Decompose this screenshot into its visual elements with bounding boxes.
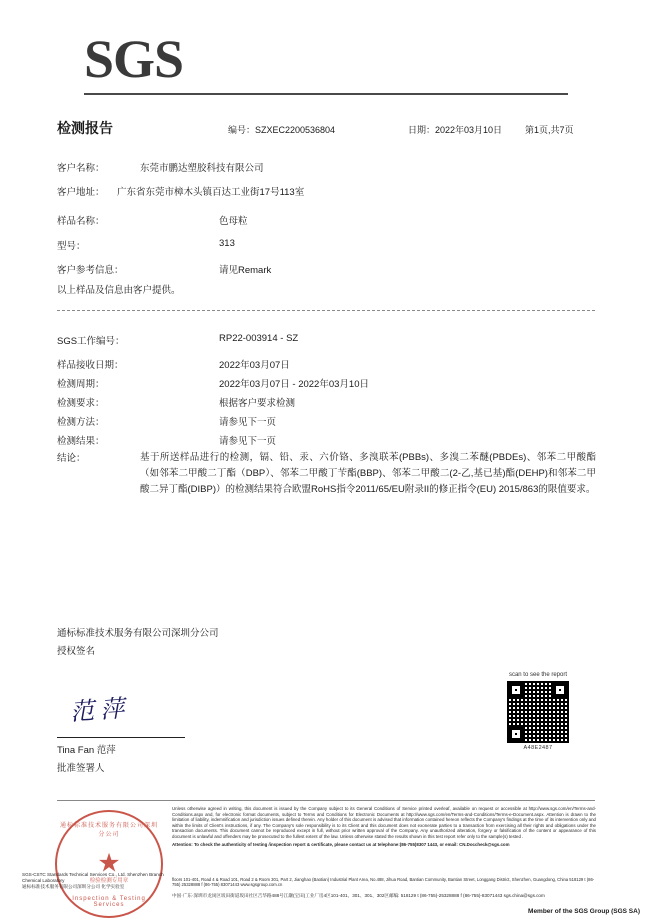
page-title: 检测报告 bbox=[57, 120, 113, 136]
signature-line bbox=[57, 737, 185, 738]
footer-address-cn: 中国·广东·深圳市龙岗区坂田街道坂田社区吉华路488号江灏(宝田)工业厂房4区101-401、301、301、302区邮编: 518129 t (86-755)-25328888 f (86-755)-83071443 sgs.china@sgs.com bbox=[172, 893, 545, 898]
qr-eye-top-right-icon bbox=[553, 683, 567, 697]
qr-code-label: A48E2487 bbox=[523, 745, 553, 751]
sample-name-label: 样品名称： bbox=[57, 216, 105, 227]
job-number-label: SGS工作编号： bbox=[57, 336, 125, 347]
footer-lab-info bbox=[22, 872, 174, 890]
report-date: 日期：2022年03月10日 bbox=[408, 125, 503, 135]
sample-model-label: 型号： bbox=[57, 241, 86, 252]
customer-name-value: 东莞市鹏达塑胶科技有限公司 bbox=[140, 163, 264, 174]
job-number-value: RP22-003914 - SZ bbox=[219, 333, 299, 344]
footer-attention: Attention: To check the authenticity of testing /inspection report & certificate, please contact us at telephone:(86-755)8307 1443, or email: CN.Doccheck@sgs.com bbox=[172, 841, 510, 847]
test-result-value: 请参见下一页 bbox=[219, 436, 277, 447]
report-number: 编号：SZXEC2200536804 bbox=[228, 125, 336, 135]
test-period-value: 2022年03月07日 - 2022年03月10日 bbox=[219, 379, 369, 390]
stamp-arc-top: 通标标准技术服务有限公司深圳分公司 bbox=[59, 823, 158, 838]
footer-terms bbox=[172, 806, 596, 847]
conclusion-label: 结论： bbox=[57, 453, 86, 464]
official-stamp-icon bbox=[55, 810, 163, 918]
customer-address-value: 广东省东莞市樟木头镇百达工业街17号113室 bbox=[117, 187, 305, 198]
page-indicator: 第1页,共7页 bbox=[525, 125, 574, 135]
signer-name: Tina Fan 范萍 bbox=[57, 745, 116, 756]
footer-divider bbox=[57, 800, 595, 801]
customer-name-label: 客户名称： bbox=[57, 163, 105, 174]
footer-address-en: floors 101-401, Road 4 & Road 101, Road 2 & Room 301, Part 2, Jianghao (Baotian) Industrial Plant Area, No.488, Jihua Road, Bantian Community, Bantian Street, Longgang District, Shenzhen, Guangdong, China 518129 t (86-755) 25328888 f (86-755) 83071443 www.sgsgroup.com.cn bbox=[172, 877, 595, 888]
sample-note: 以上样品及信息由客户提供。 bbox=[57, 285, 181, 296]
handwritten-signature: 范萍 bbox=[69, 695, 132, 727]
qr-caption: scan to see the report bbox=[508, 672, 568, 678]
signer-role: 批准签署人 bbox=[57, 763, 105, 774]
footer-lab-cn: 通标标准技术服务有限公司深圳分公司 化学实验室 bbox=[22, 884, 125, 889]
customer-address-label: 客户地址： bbox=[57, 187, 105, 198]
customer-reference-label: 客户参考信息： bbox=[57, 265, 124, 276]
test-period-label: 检测周期： bbox=[57, 379, 105, 390]
sample-name-value: 色母粒 bbox=[219, 216, 248, 227]
footer-member-line: Member of the SGS Group (SGS SA) bbox=[528, 908, 640, 915]
sgs-logo: SGS bbox=[84, 29, 184, 89]
sample-model-value: 313 bbox=[219, 238, 235, 249]
test-method-value: 请参见下一页 bbox=[219, 417, 277, 428]
stamp-arc-bottom: Inspection & Testing Services bbox=[72, 896, 146, 908]
footer-terms-text: Unless otherwise agreed in writing, this document is issued by the Company subject to its General Conditions of Service printed overleaf, available on request or accessible at http://www.sgs.com/en/Terms-and-Conditions.aspx and, for electronic format documents, subject to Terms and Conditions for Electronic Documents at http://www.sgs.com/en/Terms-and-Conditions/Terms-e-Document.aspx. Attention is drawn to the limitation of liability, indemnification and jurisdiction issues defined therein. Any holder of this document is advised that information contained hereon reflects the Company's findings at the time of its intervention only and within the limits of Client's instructions, if any. The Company's sole responsibility is to its Client and this document does not exonerate parties to a transaction from exercising all their rights and obligations under the transaction documents. This document cannot be reproduced except in full, without prior written approval of the Company. Any unauthorized alteration, forgery or falsification of the content or appearance of this document is unlawful and offenders may be prosecuted to the fullest extent of the law. Unless otherwise stated the results shown in this test report refer only to the sample(s) tested . bbox=[172, 806, 596, 839]
test-result-label: 检测结果： bbox=[57, 436, 105, 447]
conclusion-text: 基于所送样品进行的检测，镉、铅、汞、六价铬、多溴联苯(PBBs)、多溴二苯醚(PBDEs)、邻苯二甲酸酯（如邻苯二甲酸二丁酯（DBP）、邻苯二甲酸丁苄酯(BBP)、邻苯二甲酸二(2-乙,基已基)酯(DEHP)和邻苯二甲酸二异丁酯(DIBP)）的检测结果符合欧盟RoHS指令2011/65/EU附录II的修正指令(EU) 2015/863的限值要求。 bbox=[140, 452, 596, 495]
received-date-label: 样品接收日期： bbox=[57, 360, 124, 371]
header-divider bbox=[84, 93, 568, 95]
qr-code-block[interactable] bbox=[506, 672, 570, 751]
qr-eye-bottom-left-icon bbox=[509, 727, 523, 741]
test-method-label: 检测方法： bbox=[57, 417, 105, 428]
qr-code-icon[interactable] bbox=[506, 680, 570, 744]
footer-lab-en: SGS-CSTC Standards Technical Services Co., Ltd. Shenzhen Branch Chemical Laboratory bbox=[22, 872, 164, 883]
section-divider-top bbox=[57, 310, 595, 311]
qr-eye-top-left-icon bbox=[509, 683, 523, 697]
authorized-signature-label: 授权签名 bbox=[57, 646, 96, 657]
test-requirement-label: 检测要求： bbox=[57, 398, 105, 409]
test-requirement-value: 根据客户要求检测 bbox=[219, 398, 296, 409]
signing-company: 通标标准技术服务有限公司深圳分公司 bbox=[57, 628, 219, 639]
stamp-star-icon: ★ bbox=[97, 847, 121, 878]
customer-reference-value: 请见Remark bbox=[219, 265, 272, 276]
received-date-value: 2022年03月07日 bbox=[219, 360, 290, 371]
stamp-mid-text: 检验检测专用章 bbox=[89, 878, 129, 884]
